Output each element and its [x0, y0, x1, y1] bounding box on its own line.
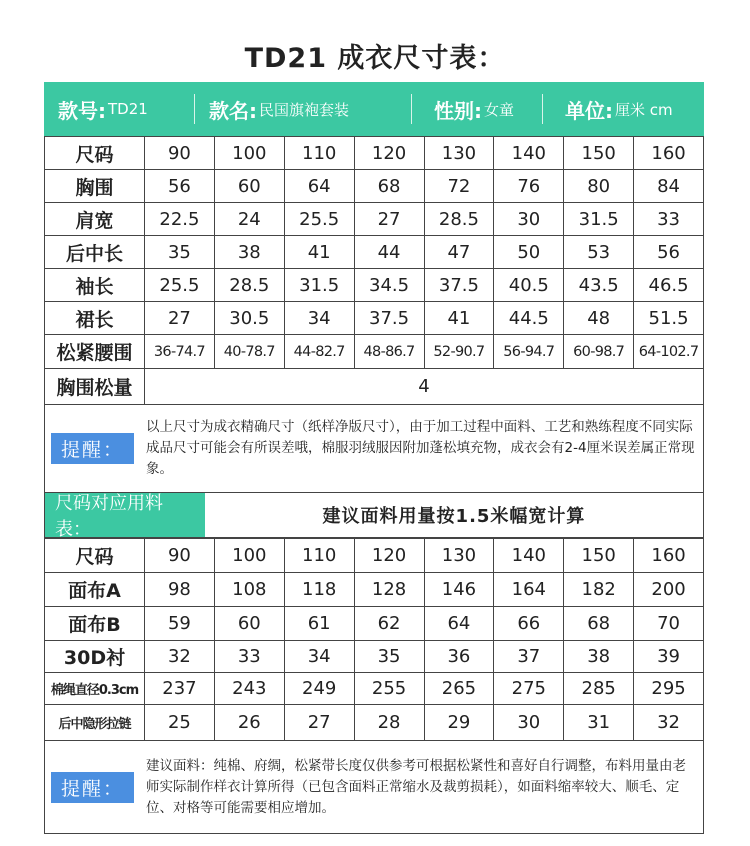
table-cell: 36: [424, 641, 494, 673]
ease-row: [45, 369, 704, 405]
table-cell: 56: [634, 236, 704, 269]
table-cell: 84: [634, 170, 704, 203]
table-cell: 47: [424, 236, 494, 269]
item-name-label: 款名:: [209, 98, 257, 123]
table-cell: 68: [354, 170, 424, 203]
row-label: 后中隐形拉链: [45, 705, 145, 741]
table-row: [45, 269, 704, 302]
table-row: [45, 705, 704, 741]
table-cell: 43.5: [564, 269, 634, 302]
row-label: 裙长: [45, 302, 145, 335]
table-cell: 100: [214, 137, 284, 170]
table-cell: 44.5: [494, 302, 564, 335]
table-cell: 110: [284, 137, 354, 170]
table-cell: 146: [424, 573, 494, 607]
unit-value: 厘米 cm: [615, 100, 673, 119]
table-cell: 70: [634, 607, 704, 641]
table-cell: 40-78.7: [214, 335, 284, 369]
table-cell: 120: [354, 539, 424, 573]
row-label: 袖长: [45, 269, 145, 302]
size-table: [44, 136, 704, 405]
reminder-box: [44, 405, 704, 493]
table-cell: 64-102.7: [634, 335, 704, 369]
table-cell: 39: [634, 641, 704, 673]
table-cell: 27: [284, 705, 354, 741]
table-cell: 37.5: [354, 302, 424, 335]
table-cell: 160: [634, 539, 704, 573]
fabric-table: [44, 538, 704, 741]
table-cell: 200: [634, 573, 704, 607]
table-cell: 48-86.7: [354, 335, 424, 369]
table-cell: 237: [145, 673, 215, 705]
reminder-text: 以上尺寸为成衣精确尺寸（纸样净版尺寸），由于加工过程中面料、工艺和熟练程度不同实际成品尺寸可能会有所误差哦，棉服羽绒服因附加蓬松填充物，成衣会有2-4厘米误差属正常现象。: [146, 419, 695, 477]
table-cell: 44: [354, 236, 424, 269]
table-cell: 25.5: [284, 203, 354, 236]
table-cell: 265: [424, 673, 494, 705]
table-cell: 33: [634, 203, 704, 236]
table-cell: 32: [634, 705, 704, 741]
table-cell: 30: [494, 705, 564, 741]
reminder-badge: 提醒：: [51, 433, 134, 464]
row-label: 面布B: [45, 607, 145, 641]
table-cell: 28: [354, 705, 424, 741]
table-cell: 275: [494, 673, 564, 705]
table-cell: 90: [145, 539, 215, 573]
page-title: TD21 成衣尺寸表：: [244, 43, 506, 74]
table-cell: 28.5: [214, 269, 284, 302]
table-cell: 182: [564, 573, 634, 607]
gender-label: 性别:: [434, 98, 482, 123]
table-cell: 60: [214, 170, 284, 203]
table-cell: 34.5: [354, 269, 424, 302]
table-cell: 36-74.7: [145, 335, 215, 369]
table-cell: 30: [494, 203, 564, 236]
item-name-value: 民国旗袍套装: [259, 100, 350, 119]
size-chart: [44, 82, 704, 834]
reminder-badge: 提醒：: [51, 772, 134, 803]
table-cell: 52-90.7: [424, 335, 494, 369]
unit-label: 单位:: [565, 98, 613, 123]
table-cell: 56: [145, 170, 215, 203]
table-cell: 249: [284, 673, 354, 705]
table-cell: 33: [214, 641, 284, 673]
table-cell: 150: [564, 137, 634, 170]
table-cell: 27: [145, 302, 215, 335]
table-cell: 40.5: [494, 269, 564, 302]
table-cell: 255: [354, 673, 424, 705]
table-cell: 130: [424, 539, 494, 573]
table-cell: 31.5: [564, 203, 634, 236]
table-cell: 72: [424, 170, 494, 203]
table-cell: 128: [354, 573, 424, 607]
item-no: [44, 82, 194, 136]
fabric-calc-note: 建议面料用量按1.5米幅宽计算: [322, 506, 586, 527]
table-cell: 98: [145, 573, 215, 607]
row-label: 尺码: [45, 539, 145, 573]
table-cell: 34: [284, 302, 354, 335]
table-cell: 37.5: [424, 269, 494, 302]
item-no-label: 款号:: [58, 98, 106, 123]
table-cell: 108: [214, 573, 284, 607]
table-cell: 68: [564, 607, 634, 641]
table-row: [45, 641, 704, 673]
table-cell: 64: [284, 170, 354, 203]
table-cell: 35: [145, 236, 215, 269]
table-cell: 66: [494, 607, 564, 641]
table-row: [45, 573, 704, 607]
table-cell: 243: [214, 673, 284, 705]
table-cell: 60: [214, 607, 284, 641]
product-header: [44, 82, 704, 136]
row-label: 尺码: [45, 137, 145, 170]
table-cell: 285: [564, 673, 634, 705]
table-row: [45, 203, 704, 236]
table-cell: 118: [284, 573, 354, 607]
gender-value: 女童: [484, 100, 515, 119]
table-cell: 31: [564, 705, 634, 741]
table-cell: 140: [494, 539, 564, 573]
item-no-value: TD21: [108, 100, 148, 118]
table-cell: 25: [145, 705, 215, 741]
table-cell: 24: [214, 203, 284, 236]
row-label: 肩宽: [45, 203, 145, 236]
table-row: [45, 607, 704, 641]
row-label: 面布A: [45, 573, 145, 607]
table-cell: 164: [494, 573, 564, 607]
table-cell: 56-94.7: [494, 335, 564, 369]
table-cell: 38: [564, 641, 634, 673]
table-cell: 59: [145, 607, 215, 641]
table-row: [45, 335, 704, 369]
table-cell: 35: [354, 641, 424, 673]
table-cell: 48: [564, 302, 634, 335]
table-cell: 32: [145, 641, 215, 673]
table-cell: 34: [284, 641, 354, 673]
table-cell: 100: [214, 539, 284, 573]
table-cell: 80: [564, 170, 634, 203]
table-cell: 62: [354, 607, 424, 641]
table-row: [45, 539, 704, 573]
row-label: 后中长: [45, 236, 145, 269]
table-cell: 295: [634, 673, 704, 705]
reminder-text: 建议面料：纯棉、府绸，松紧带长度仅供参考可根据松紧性和喜好自行调整，布料用量由老师实际制作样衣计算所得（已包含面料正常缩水及裁剪损耗），如面料缩率较大、顺毛、定位、对格等可能需要相应增加。: [146, 757, 687, 816]
table-row: [45, 673, 704, 705]
table-cell: 27: [354, 203, 424, 236]
table-row: [45, 170, 704, 203]
table-cell: 140: [494, 137, 564, 170]
table-cell: 130: [424, 137, 494, 170]
item-name: [195, 82, 411, 136]
fabric-section-tag: 尺码对应用料表：: [45, 493, 205, 537]
table-cell: 61: [284, 607, 354, 641]
table-cell: 26: [214, 705, 284, 741]
row-label: 松紧腰围: [45, 335, 145, 369]
row-label: 胸围: [45, 170, 145, 203]
table-row: [45, 302, 704, 335]
ease-label: 胸围松量: [45, 369, 145, 405]
ease-value: 4: [145, 369, 704, 405]
table-cell: 44-82.7: [284, 335, 354, 369]
table-cell: 120: [354, 137, 424, 170]
row-label: 30D衬: [45, 641, 145, 673]
table-cell: 90: [145, 137, 215, 170]
table-cell: 53: [564, 236, 634, 269]
table-cell: 29: [424, 705, 494, 741]
row-label: 棉绳直径0.3cm: [45, 673, 145, 705]
table-cell: 30.5: [214, 302, 284, 335]
table-row: [45, 137, 704, 170]
table-cell: 60-98.7: [564, 335, 634, 369]
table-cell: 110: [284, 539, 354, 573]
table-row: [45, 236, 704, 269]
table-cell: 22.5: [145, 203, 215, 236]
gender: [412, 82, 542, 136]
reminder-box: [44, 741, 704, 834]
table-cell: 41: [284, 236, 354, 269]
table-cell: 64: [424, 607, 494, 641]
table-cell: 28.5: [424, 203, 494, 236]
table-cell: 46.5: [634, 269, 704, 302]
table-cell: 160: [634, 137, 704, 170]
unit: [543, 82, 704, 136]
table-cell: 41: [424, 302, 494, 335]
table-cell: 51.5: [634, 302, 704, 335]
table-cell: 37: [494, 641, 564, 673]
table-cell: 38: [214, 236, 284, 269]
table-cell: 50: [494, 236, 564, 269]
fabric-section-header: [44, 493, 704, 538]
table-cell: 76: [494, 170, 564, 203]
table-cell: 31.5: [284, 269, 354, 302]
table-cell: 150: [564, 539, 634, 573]
table-cell: 25.5: [145, 269, 215, 302]
